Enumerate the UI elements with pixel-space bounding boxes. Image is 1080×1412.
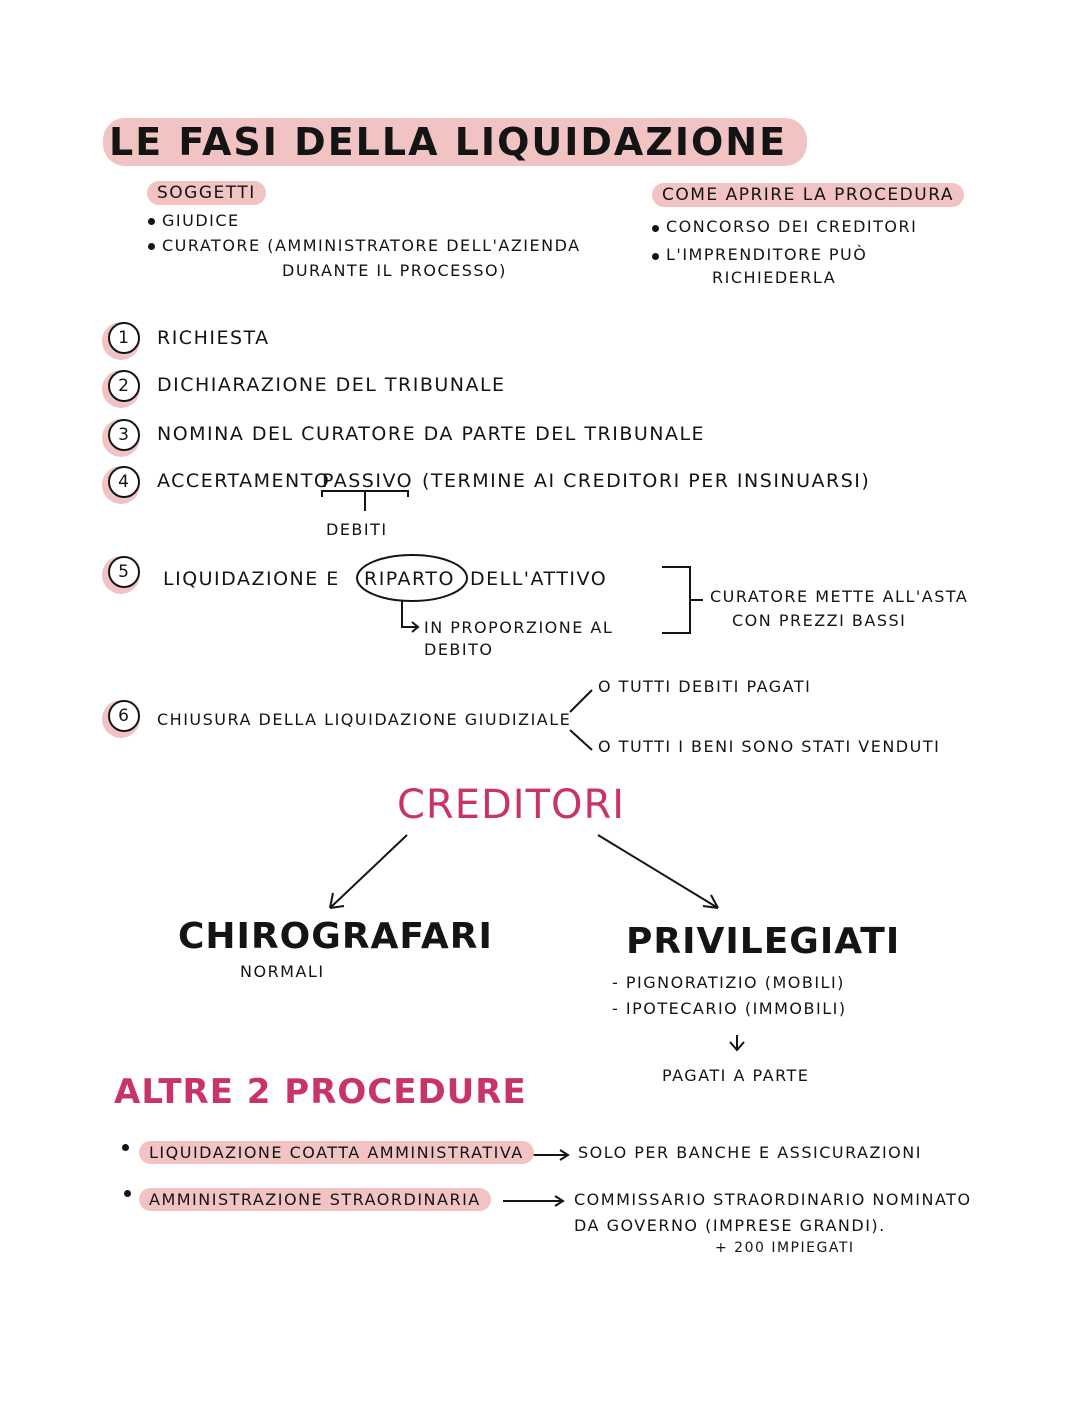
step-number: 5 (108, 556, 140, 588)
procedure-label: AMMINISTRAZIONE STRAORDINARIA (139, 1188, 491, 1211)
chirografari-sub: NORMALI (240, 962, 325, 981)
step-number: 6 (108, 700, 140, 732)
step-text: DICHIARAZIONE DEL TRIBUNALE (157, 374, 506, 396)
step-side-note: CURATORE METTE ALL'ASTA (710, 587, 969, 606)
bullet-icon (124, 1190, 131, 1197)
branch-up-line (570, 690, 592, 712)
step-text: NOMINA DEL CURATORE DA PARTE DEL TRIBUNALE (157, 423, 706, 445)
soggetti-continuation: DURANTE IL PROCESSO) (282, 261, 507, 280)
arrow-to-pagati (730, 1035, 744, 1050)
chirografari-label: CHIROGRAFARI (178, 916, 493, 957)
bullet-icon (148, 218, 155, 225)
soggetti-item: GIUDICE (162, 211, 240, 230)
attivo-bracket (662, 567, 703, 633)
procedure-label: LIQUIDAZIONE COATTA AMMINISTRATIVA (139, 1141, 534, 1164)
step-rest: (TERMINE AI CREDITORI PER INSINUARSI) (422, 470, 871, 492)
step-text: RICHIESTA (157, 327, 270, 349)
branch-down-line (570, 730, 592, 750)
privilegiati-result: PAGATI A PARTE (662, 1066, 810, 1085)
privilegiati-label: PRIVILEGIATI (626, 921, 901, 962)
come-aprire-continuation: RICHIEDERLA (712, 268, 837, 287)
step-number: 3 (108, 419, 140, 451)
soggetti-heading: SOGGETTI (147, 181, 266, 205)
proporzione-arrow (402, 601, 418, 632)
bullet-icon (148, 243, 155, 250)
bullet-icon (652, 253, 659, 260)
step-text: CHIUSURA DELLA LIQUIDAZIONE GIUDIZIALE (157, 710, 572, 729)
procedure-desc: + 200 IMPIEGATI (715, 1240, 855, 1256)
procedure-desc: SOLO PER BANCHE E ASSICURAZIONI (578, 1143, 922, 1162)
bullet-icon (652, 225, 659, 232)
step-text: ACCERTAMENTO (157, 470, 331, 492)
altre-heading: ALTRE 2 PROCEDURE (114, 1072, 527, 1112)
arrow-to-privilegiati (598, 835, 718, 908)
procedure-desc: COMMISSARIO STRAORDINARIO NOMINATO (574, 1190, 972, 1209)
arrow-liquidazione-coatta (530, 1150, 568, 1160)
creditori-heading: CREDITORI (397, 782, 626, 828)
arrow-amministrazione (503, 1196, 563, 1206)
step-note: DEBITI (326, 520, 388, 539)
arrow-to-chirografari (330, 835, 407, 908)
step-side-note: CON PREZZI BASSI (732, 611, 907, 630)
procedure-desc: DA GOVERNO (IMPRESE GRANDI). (574, 1216, 886, 1235)
step-underlined-word: PASSIVO (322, 470, 414, 492)
page-title: LE FASI DELLA LIQUIDAZIONE (103, 118, 807, 166)
privilegiati-item: - IPOTECARIO (IMMOBILI) (612, 999, 847, 1018)
step-number: 4 (108, 466, 140, 498)
step-branch: O TUTTI DEBITI PAGATI (598, 677, 812, 696)
step-rest: DELL'ATTIVO (470, 568, 608, 590)
come-aprire-heading: COME APRIRE LA PROCEDURA (652, 183, 964, 207)
come-aprire-item: CONCORSO DEI CREDITORI (666, 217, 918, 236)
step-number: 2 (108, 370, 140, 402)
step-note: IN PROPORZIONE AL DEBITO (424, 618, 614, 659)
bullet-icon (122, 1144, 129, 1151)
privilegiati-item: - PIGNORATIZIO (MOBILI) (612, 973, 845, 992)
step-branch: O TUTTI I BENI SONO STATI VENDUTI (598, 737, 941, 756)
come-aprire-item: L'IMPRENDITORE PUÒ (666, 245, 868, 264)
step-circled-word: RIPARTO (364, 568, 455, 590)
step-text: LIQUIDAZIONE E (163, 568, 340, 590)
soggetti-item: CURATORE (AMMINISTRATORE DELL'AZIENDA (162, 236, 581, 255)
step-number: 1 (108, 322, 140, 354)
passivo-bracket (322, 491, 408, 511)
